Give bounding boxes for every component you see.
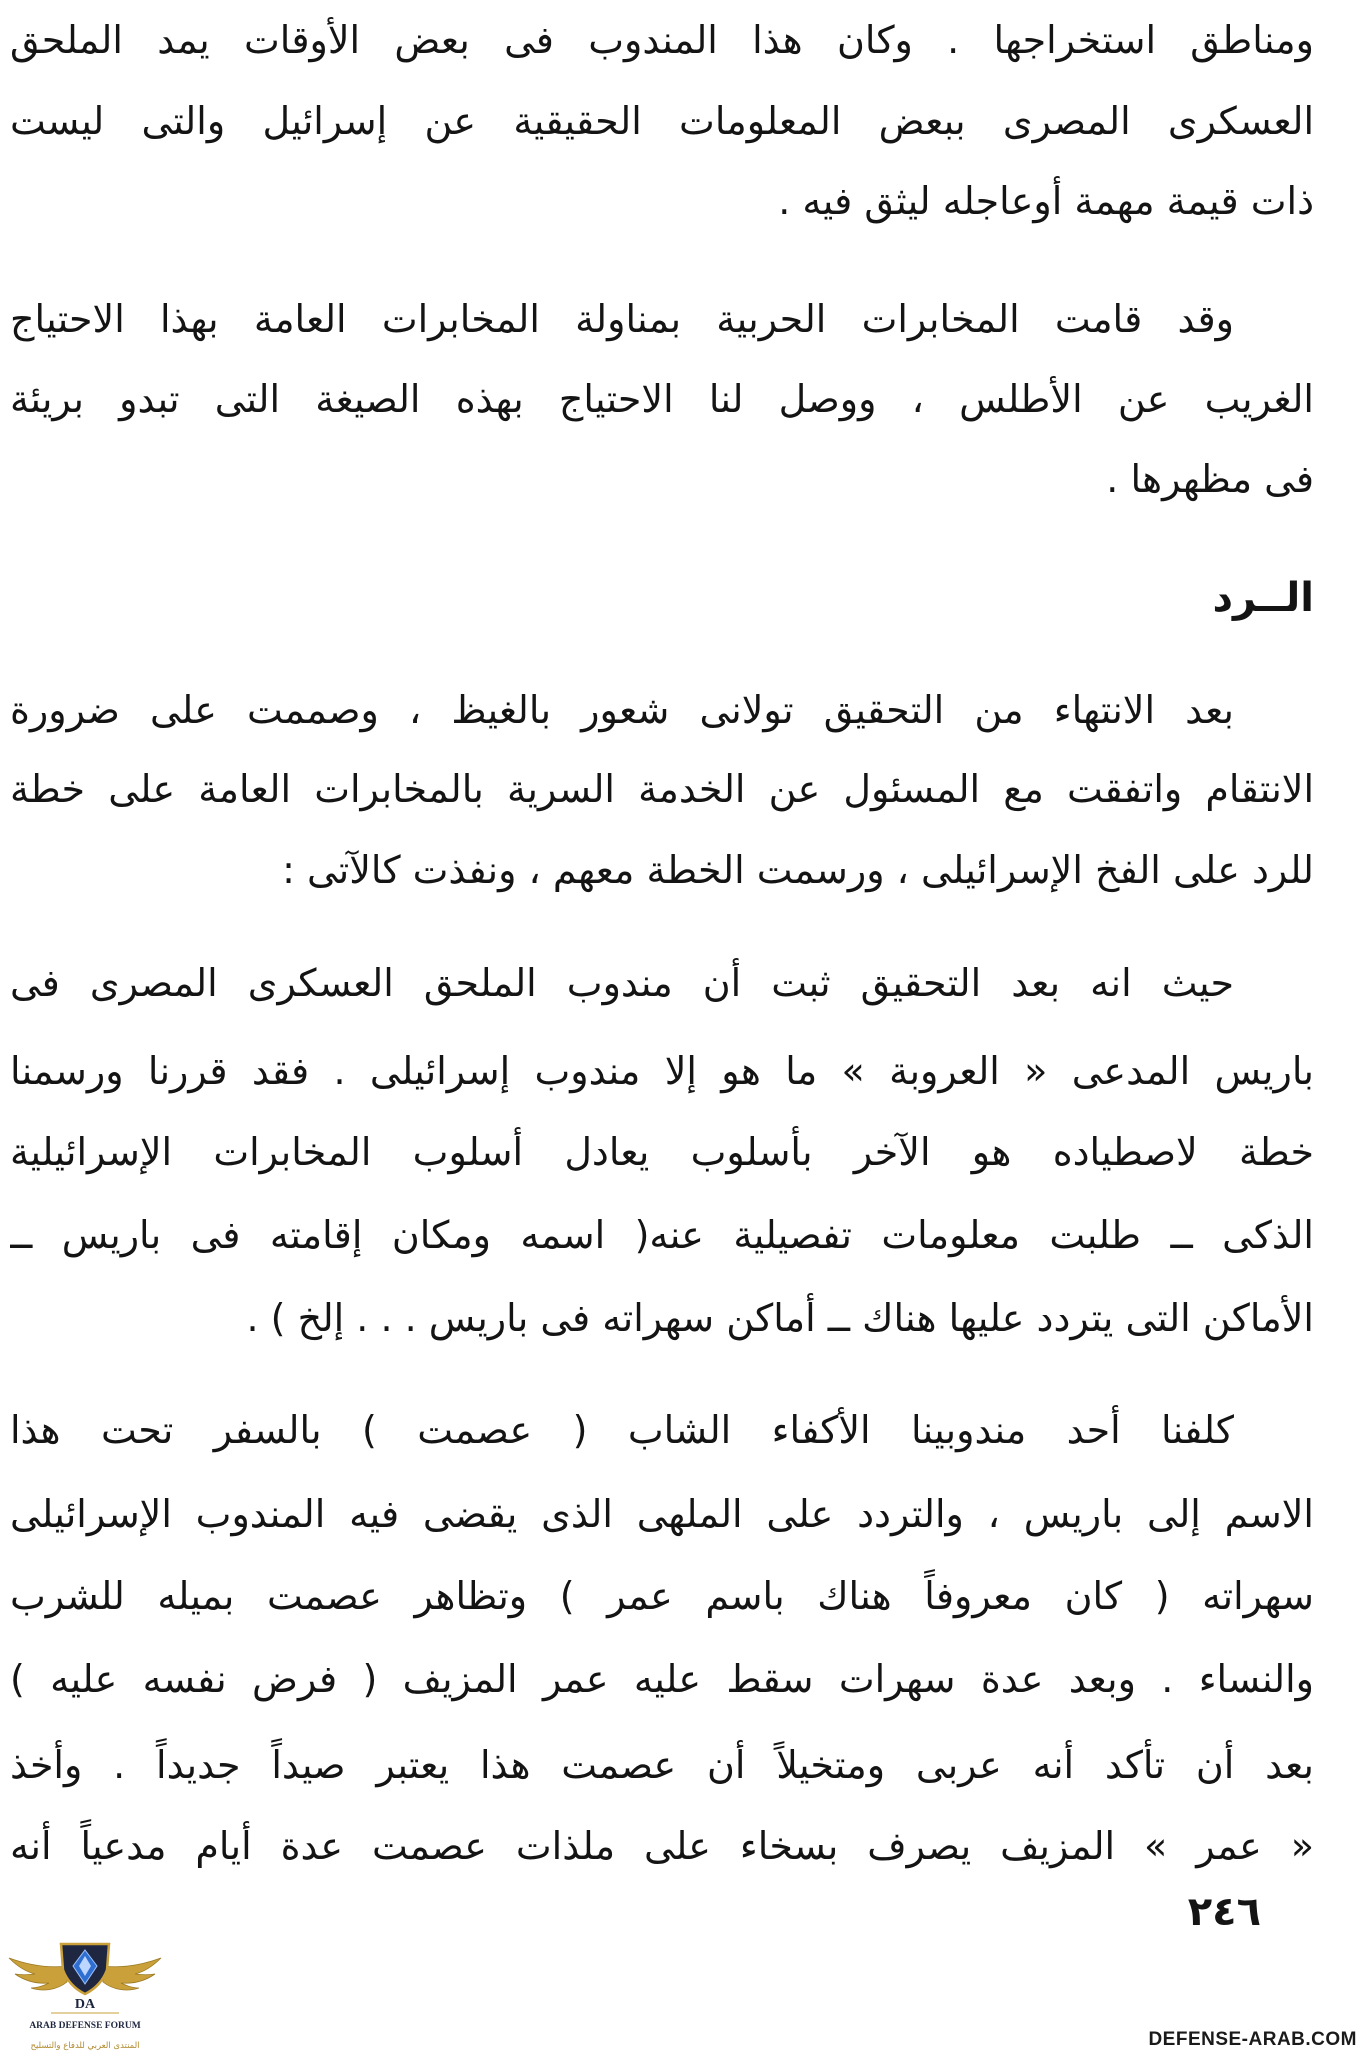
text-line: بعد الانتهاء من التحقيق تولانى شعور بالغيظ ، وصممت على ضرورة (10, 688, 1234, 732)
text-line: الانتقام واتفقت مع المسئول عن الخدمة السرية بالمخابرات العامة على خطة (10, 767, 1314, 811)
page-number: ٢٤٦ (1187, 1889, 1261, 1935)
site-watermark: DEFENSE-ARAB.COM (1148, 2029, 1357, 2050)
section-heading: الــرد (1212, 575, 1314, 621)
text-line: كلفنا أحد مندوبينا الأكفاء الشاب ( عصمت ) بالسفر تحت هذا (10, 1408, 1234, 1452)
text-line: العسكرى المصرى ببعض المعلومات الحقيقية عن إسرائيل والتى ليست (10, 99, 1314, 143)
text-line: ذات قيمة مهمة أوعاجله ليثق فيه . (778, 179, 1314, 223)
text-line: سهراته ( كان معروفاً هناك باسم عمر ) وتظاهر عصمت بميله للشرب (10, 1574, 1314, 1618)
text-line: خطة لاصطياده هو الآخر بأسلوب يعادل أسلوب المخابرات الإسرائيلية (10, 1130, 1314, 1174)
text-line: الأماكن التى يتردد عليها هناك ــ أماكن سهراته فى باريس . . . إلخ ) . (246, 1296, 1314, 1340)
text-line: فى مظهرها . (1106, 457, 1314, 501)
logo-name-english: ARAB DEFENSE FORUM (29, 2021, 141, 2031)
forum-logo (5, 1932, 165, 2057)
logo-mark: DA (74, 1997, 96, 2012)
text-line: الغريب عن الأطلس ، ووصل لنا الاحتياج بهذه الصيغة التى تبدو بريئة (10, 377, 1314, 421)
text-line: « عمر » المزيف يصرف بسخاء على ملذات عصمت عدة أيام مدعياً أنه (10, 1824, 1314, 1868)
logo-name-arabic: المنتدى العربي للدفاع والتسليح (30, 2041, 140, 2051)
text-line: وقد قامت المخابرات الحربية بمناولة المخابرات العامة بهذا الاحتياج (10, 297, 1234, 341)
text-line: الاسم إلى باريس ، والتردد على الملهى الذى يقضى فيه المندوب الإسرائيلى (10, 1492, 1314, 1536)
left-wing (9, 1958, 67, 1990)
text-line: بعد أن تأكد أنه عربى ومتخيلاً أن عصمت هذا يعتبر صيداً جديداً . وأخذ (10, 1743, 1314, 1787)
text-line: حيث انه بعد التحقيق ثبت أن مندوب الملحق العسكرى المصرى فى (10, 961, 1234, 1005)
text-line: ومناطق استخراجها . وكان هذا المندوب فى بعض الأوقات يمد الملحق (10, 18, 1314, 62)
winged-shield-icon (5, 1932, 165, 2057)
text-line: باريس المدعى « العروبة » ما هو إلا مندوب إسرائيلى . فقد قررنا ورسمنا (10, 1049, 1314, 1093)
text-line: والنساء . وبعد عدة سهرات سقط عليه عمر المزيف ( فرض نفسه عليه ) (10, 1657, 1314, 1701)
text-line: الذكى ــ طلبت معلومات تفصيلية عنه( اسمه ومكان إقامته فى باريس ــ (10, 1213, 1314, 1257)
right-wing (103, 1958, 161, 1990)
text-line: للرد على الفخ الإسرائيلى ، ورسمت الخطة معهم ، ونفذت كالآتى : (282, 848, 1314, 892)
